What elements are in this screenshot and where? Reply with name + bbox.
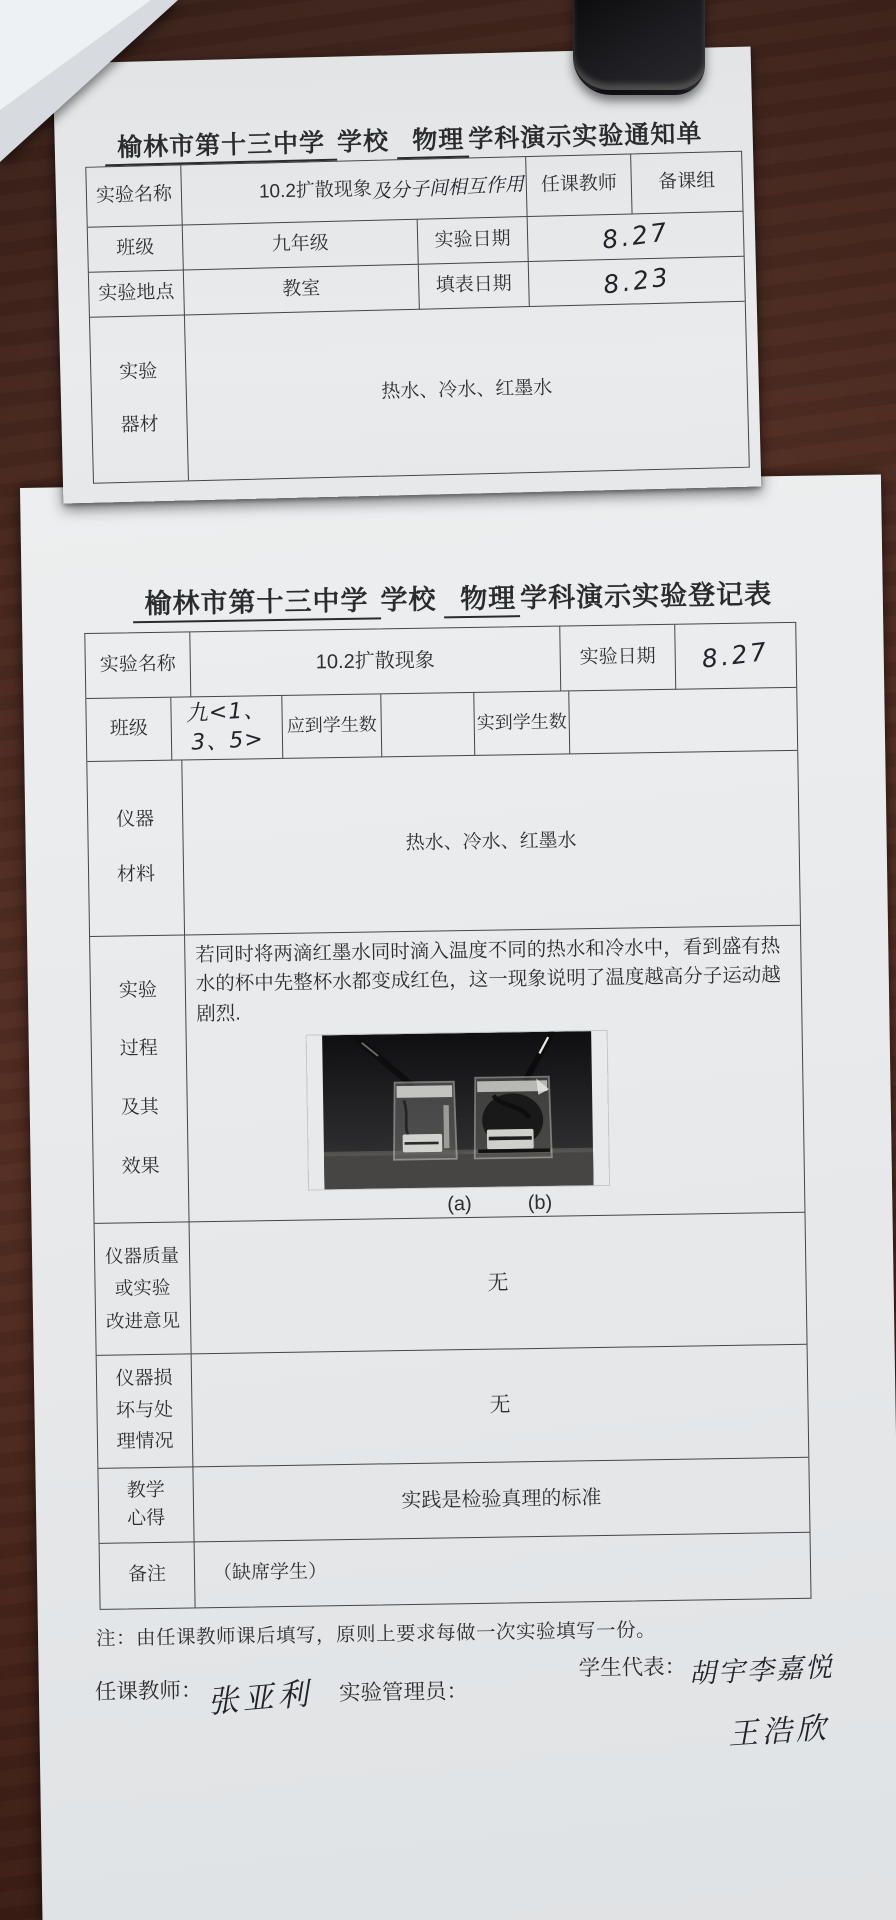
label-experiment-date: 实验日期 (418, 217, 529, 265)
value-teaching-reflection: 实践是检验真理的标准 (193, 1458, 809, 1543)
value-experiment-name (181, 157, 527, 225)
value-location: 教室 (184, 265, 420, 316)
label-line: 坏与处 (115, 1399, 174, 1422)
label-line: 及其 (120, 1096, 159, 1119)
value-apparatus: 热水、冷水、红墨水 (381, 377, 553, 403)
signature-teacher (95, 1672, 312, 1720)
subject-name: 物理 (444, 583, 521, 618)
title-rest: 学科演示实验登记表 (519, 579, 773, 614)
loose-paper-corner (0, 0, 220, 300)
label-apparatus (90, 315, 189, 482)
label-line: 仪器损 (115, 1367, 173, 1390)
student-signature-line2: 王浩欣 (726, 1710, 831, 1753)
value-experiment-date (528, 212, 744, 262)
register-form-title (22, 570, 884, 623)
value-experiment-date (675, 623, 796, 690)
value-quality-suggestions: 无 (190, 1213, 807, 1355)
label-line: 仪器质量 (104, 1245, 180, 1268)
label-line: 材料 (116, 863, 156, 886)
teacher-signature-label: 任课教师： (94, 1678, 203, 1704)
experiment-name-printed: 10.2扩散现象 (258, 178, 373, 203)
process-text: 若同时将两滴红墨水同时滴入温度不同的热水和冷水中，看到盛有热水的杯中先整杯水都变成红色，这一现象说明了温度越高分子运动越剧烈. (195, 935, 781, 1025)
register-form-paper (20, 474, 896, 1920)
lab-manager-label: 实验管理员： (338, 1679, 469, 1706)
label-damage-handling (97, 1354, 194, 1468)
label-teacher: 任课教师 (526, 154, 632, 217)
value-experiment-name: 10.2扩散现象 (190, 627, 561, 698)
student-reps-label: 学生代表： (578, 1654, 687, 1681)
signature-lab-manager (339, 1674, 468, 1707)
label-line: 改进意见 (105, 1309, 181, 1332)
label-line: 实验 (118, 979, 158, 1002)
label-experiment-name: 实验名称 (86, 165, 182, 227)
register-form-table (84, 622, 811, 1610)
label-line: 过程 (119, 1038, 158, 1060)
label-expected-students: 应到学生数 (282, 694, 382, 759)
label-quality-suggestions (95, 1222, 192, 1355)
figure-label-b: (b) (527, 1191, 553, 1215)
title-rest: 学科演示实验通知单 (468, 120, 703, 154)
experiment-date-handwritten: 8.27 (600, 216, 671, 255)
value-expected-students (381, 693, 475, 757)
signature-student-reps (578, 1647, 833, 1690)
label-process (90, 935, 189, 1223)
value-actual-students (569, 688, 797, 755)
label-teaching-reflection (98, 1467, 194, 1543)
label-remarks: 备注 (100, 1542, 196, 1608)
subject-name: 物理 (396, 126, 469, 159)
footnote: 注：由任课教师课后填写，原则上要求每做一次实验填写一份。 (95, 1619, 657, 1650)
label-experiment-name: 实验名称 (85, 632, 191, 699)
label-line: 教学 (126, 1479, 165, 1502)
value-damage-handling: 无 (192, 1345, 809, 1468)
label-location: 实验地点 (89, 270, 185, 317)
label-line: 心得 (127, 1507, 166, 1529)
fill-date-handwritten: 8.23 (601, 261, 673, 300)
label-instruments (87, 760, 185, 936)
label-prep-group: 备课组 (631, 152, 742, 215)
label-line: 效果 (121, 1155, 160, 1178)
figure-label-a: (a) (447, 1192, 472, 1216)
label-fill-date: 填表日期 (419, 262, 530, 310)
experiment-name-handwritten: 及分子间相互作用 (371, 173, 525, 203)
student-signature-line1: 胡宇李嘉悦 (687, 1651, 834, 1691)
label-class: 班级 (88, 225, 184, 272)
label-line: 仪器 (116, 809, 155, 831)
label-class: 班级 (86, 698, 172, 762)
value-fill-date (529, 257, 745, 307)
value-class: 九年级 (183, 220, 419, 271)
value-process (185, 926, 804, 1223)
experiment-date-handwritten: 8.27 (700, 636, 771, 674)
school-suffix: 学校 (380, 584, 437, 616)
school-suffix: 学校 (336, 128, 390, 157)
signature-student-line2 (727, 1705, 830, 1751)
value-instruments: 热水、冷水、红墨水 (182, 751, 800, 936)
class-handwritten: 九<1、3、5> (185, 698, 267, 756)
label-line: 器材 (120, 413, 159, 436)
label-line: 或实验 (114, 1277, 171, 1300)
figure-labels (447, 1190, 552, 1218)
school-name: 榆林市第十三中学 (132, 585, 381, 623)
value-remarks: （缺席学生） (212, 1561, 328, 1585)
label-actual-students: 实到学生数 (474, 691, 570, 755)
black-object (573, 0, 705, 95)
value-class (171, 696, 283, 761)
label-line: 理情况 (116, 1431, 174, 1453)
label-line: 实验 (119, 360, 158, 383)
experiment-photo (307, 1031, 609, 1190)
teacher-signature-handwritten: 张亚利 (205, 1675, 314, 1721)
school-name: 榆林市第十三中学 (105, 130, 338, 167)
label-experiment-date: 实验日期 (560, 625, 676, 692)
